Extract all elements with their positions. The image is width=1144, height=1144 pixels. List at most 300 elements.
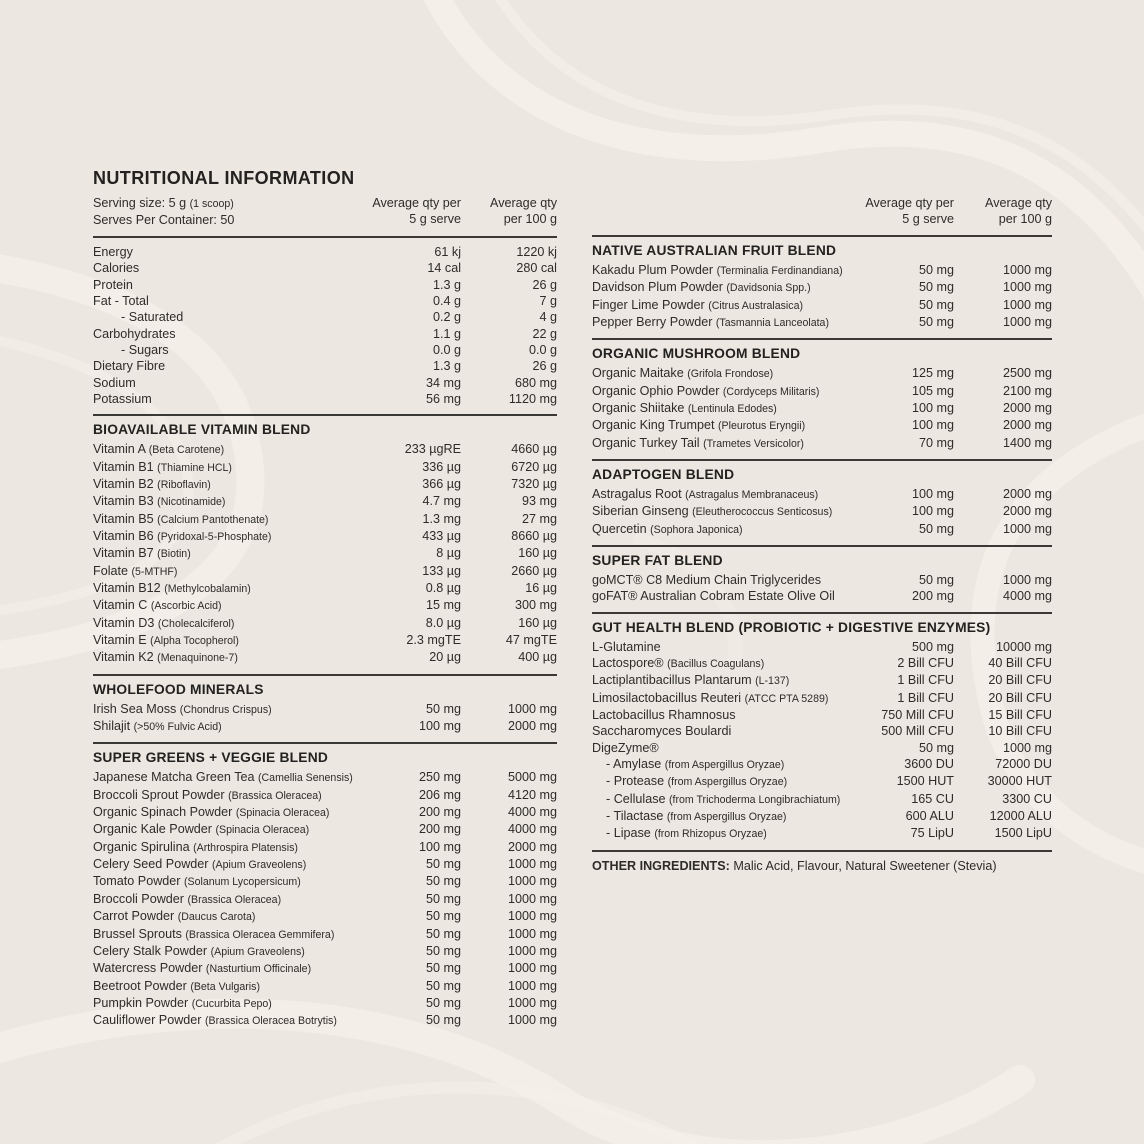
- qty-per-serve: 50 mg: [425, 874, 461, 889]
- qty-per-serve: 1500 HUT: [896, 774, 954, 789]
- table-row: [93, 597, 557, 614]
- per-100g-header-line1: Average qty: [490, 196, 557, 210]
- section-title: NATIVE AUSTRALIAN FRUIT BLEND: [592, 242, 837, 258]
- ingredient-label: Celery Stalk Powder: [93, 943, 208, 958]
- ingredient-label: Sodium: [93, 375, 136, 390]
- ingredient-latin-name: (Cholecalciferol): [157, 617, 235, 630]
- ingredient-label: Broccoli Sprout Powder: [93, 787, 225, 802]
- ingredient-label: Celery Seed Powder: [93, 857, 209, 872]
- qty-per-100g: 1000 mg: [1002, 521, 1052, 536]
- qty-per-100g: 47 mgTE: [505, 633, 557, 648]
- table-row: [93, 718, 557, 735]
- qty-per-100g: 1220 kj: [516, 244, 557, 259]
- ingredient-latin-name: (from Aspergillus Oryzae): [667, 776, 788, 789]
- qty-per-serve: 50 mg: [918, 521, 954, 536]
- table-row: [592, 707, 1052, 723]
- ingredient-label: Vitamin B1: [93, 459, 154, 474]
- table-row: [592, 297, 1052, 314]
- section-rows: [592, 639, 1052, 843]
- qty-per-100g: 40 Bill CFU: [988, 655, 1052, 670]
- ingredient-name-cell: [592, 435, 852, 452]
- qty-per-serve: 50 mg: [425, 926, 461, 941]
- table-row: [592, 383, 1052, 400]
- ingredient-name-cell: [93, 309, 361, 325]
- table-row: [93, 926, 557, 943]
- ingredient-latin-name: (Brassica Oleracea): [187, 893, 282, 906]
- qty-per-serve: 1.1 g: [432, 326, 461, 341]
- ingredient-name-cell: [93, 908, 361, 925]
- ingredient-latin-name: (Sophora Japonica): [650, 523, 743, 536]
- ingredient-latin-name: (Brassica Oleracea): [228, 789, 322, 802]
- ingredient-label: - Sugars: [121, 342, 169, 357]
- table-row: [93, 839, 557, 856]
- section-divider: [592, 612, 1052, 614]
- ingredient-name-cell: [93, 701, 361, 718]
- ingredient-name-cell: [93, 476, 361, 493]
- ingredient-name-cell: [592, 417, 852, 434]
- header-spacer: [592, 195, 852, 228]
- section-rows: [592, 486, 1052, 538]
- table-row: [592, 723, 1052, 739]
- qty-per-serve: 50 mg: [918, 280, 954, 295]
- ingredient-name-cell: [592, 791, 852, 808]
- ingredient-latin-name: (Tasmannia Lanceolata): [715, 316, 829, 329]
- ingredient-label: Watercress Powder: [93, 961, 203, 976]
- section-rows: [93, 769, 557, 1029]
- ingredient-label: Vitamin E: [93, 633, 147, 648]
- section-rows: [592, 572, 1052, 605]
- table-row: [93, 769, 557, 786]
- blend-section: [592, 459, 1052, 538]
- table-row: [93, 358, 557, 374]
- ingredient-label: Cauliflower Powder: [93, 1013, 202, 1028]
- table-row: [93, 244, 557, 260]
- serving-size-line: [93, 195, 361, 212]
- qty-per-serve: 500 Mill CFU: [881, 724, 954, 739]
- qty-per-serve: 100 mg: [418, 839, 461, 854]
- qty-per-100g: 10 Bill CFU: [988, 724, 1052, 739]
- ingredient-label: Vitamin A: [93, 442, 146, 457]
- ingredient-name-cell: [592, 655, 852, 672]
- qty-per-100g: 1000 mg: [507, 909, 557, 924]
- ingredient-label: Organic Spinach Powder: [93, 805, 233, 820]
- qty-per-100g: 20 Bill CFU: [988, 673, 1052, 688]
- ingredient-name-cell: [93, 718, 361, 735]
- table-row: [93, 375, 557, 391]
- qty-per-100g: 30000 HUT: [987, 774, 1052, 789]
- qty-per-serve: 125 mg: [911, 366, 954, 381]
- ingredient-name-cell: [93, 511, 361, 528]
- ingredient-label: Lactobacillus Rhamnosus: [592, 708, 736, 722]
- ingredient-latin-name: (Brassica Oleracea Gemmifera): [185, 928, 335, 941]
- ingredient-name-cell: [93, 943, 361, 960]
- ingredient-label: Quercetin: [592, 521, 647, 536]
- ingredient-name-cell: [592, 672, 852, 689]
- ingredient-label: Vitamin C: [93, 598, 148, 613]
- table-row: [93, 277, 557, 293]
- ingredient-latin-name: (Chondrus Crispus): [179, 703, 272, 716]
- ingredient-label: - Cellulase: [606, 791, 666, 806]
- qty-per-100g: 160 µg: [518, 615, 557, 630]
- qty-per-serve: 200 mg: [418, 805, 461, 820]
- qty-per-serve: 15 mg: [425, 598, 461, 613]
- ingredient-latin-name: (Apium Graveolens): [210, 945, 305, 958]
- qty-per-100g: 2000 mg: [507, 719, 557, 734]
- serves-per-container: Serves Per Container: 50: [93, 213, 235, 228]
- qty-per-100g: 4000 mg: [1002, 589, 1052, 604]
- section-divider: [592, 235, 1052, 237]
- serving-size-label: Serving size: 5 g: [93, 196, 187, 210]
- table-row: [592, 279, 1052, 296]
- table-row: [93, 476, 557, 493]
- blend-section: [93, 674, 557, 736]
- qty-per-serve: 50 mg: [918, 572, 954, 587]
- ingredient-label: - Tilactase: [606, 809, 664, 824]
- qty-per-serve: 20 µg: [429, 650, 461, 665]
- table-row: [592, 756, 1052, 773]
- section-rows: [592, 262, 1052, 331]
- qty-per-100g: 1000 mg: [507, 961, 557, 976]
- ingredient-label: Organic Turkey Tail: [592, 435, 700, 450]
- ingredient-latin-name: (Bacillus Coagulans): [667, 657, 765, 670]
- qty-per-100g: 22 g: [532, 326, 557, 341]
- ingredient-latin-name: (Cordyceps Militaris): [722, 385, 820, 398]
- ingredient-label: Shilajit: [93, 719, 131, 734]
- per-100g-header-line2: per 100 g: [503, 212, 557, 227]
- ingredient-latin-name: (Solanum Lycopersicum): [184, 876, 301, 889]
- section-title: BIOAVAILABLE VITAMIN BLEND: [93, 422, 311, 438]
- qty-per-100g: 1000 mg: [507, 926, 557, 941]
- ingredient-label: Tomato Powder: [93, 874, 181, 889]
- ingredient-label: Organic Kale Powder: [93, 822, 213, 837]
- ingredient-latin-name: (Camellia Senensis): [258, 772, 353, 785]
- qty-per-100g: 5000 mg: [507, 770, 557, 785]
- ingredient-latin-name: (Nicotinamide): [157, 496, 226, 509]
- qty-per-serve: 50 mg: [918, 740, 954, 755]
- ingredient-name-cell: [592, 723, 852, 739]
- table-row: [592, 435, 1052, 452]
- table-row: [93, 580, 557, 597]
- qty-per-serve: 100 mg: [911, 418, 954, 433]
- section-title: ORGANIC MUSHROOM BLEND: [592, 346, 801, 362]
- table-row: [93, 493, 557, 510]
- table-row: [592, 486, 1052, 503]
- per-serve-header-line1: Average qty per: [865, 196, 954, 210]
- qty-per-serve: 50 mg: [918, 262, 954, 277]
- ingredient-label: Energy: [93, 244, 133, 259]
- ingredient-label: Saccharomyces Boulardi: [592, 724, 732, 739]
- ingredient-latin-name: (Astragalus Membranaceus): [685, 488, 819, 501]
- table-row: [592, 588, 1052, 604]
- ingredient-label: Limosilactobacillus Reuteri: [592, 690, 742, 705]
- section-divider: [592, 850, 1052, 852]
- serving-info: [93, 195, 361, 229]
- column-header-per-100g: [461, 195, 557, 229]
- ingredient-name-cell: [592, 521, 852, 538]
- table-row: [93, 342, 557, 358]
- left-column: [93, 195, 557, 1030]
- ingredient-label: - Saturated: [121, 310, 184, 325]
- qty-per-serve: 4.7 mg: [422, 494, 461, 509]
- per-serve-header-line2: 5 g serve: [902, 212, 954, 227]
- ingredient-name-cell: [592, 400, 852, 417]
- ingredient-latin-name: (Trametes Versicolor): [703, 437, 804, 450]
- ingredient-latin-name: (Spinacia Oleracea): [215, 824, 310, 837]
- table-row: [93, 891, 557, 908]
- qty-per-100g: 16 µg: [525, 581, 557, 595]
- ingredient-latin-name: (>50% Fulvic Acid): [133, 721, 222, 734]
- ingredient-name-cell: [592, 383, 852, 400]
- qty-per-serve: 1 Bill CFU: [897, 690, 954, 705]
- table-row: [592, 572, 1052, 588]
- ingredient-latin-name: (Biotin): [157, 548, 191, 561]
- ingredient-label: Siberian Ginseng: [592, 504, 689, 519]
- table-row: [93, 701, 557, 718]
- ingredient-name-cell: [93, 563, 361, 580]
- qty-per-serve: 0.4 g: [432, 293, 461, 308]
- blend-section: [93, 236, 557, 407]
- ingredient-label: Kakadu Plum Powder: [592, 262, 714, 277]
- ingredient-name-cell: [93, 960, 361, 977]
- qty-per-100g: 1000 mg: [507, 891, 557, 906]
- qty-per-serve: 433 µg: [422, 528, 461, 543]
- qty-per-serve: 500 mg: [911, 639, 954, 654]
- qty-per-serve: 61 kj: [434, 244, 461, 259]
- ingredient-label: Beetroot Powder: [93, 978, 187, 993]
- section-divider: [93, 236, 557, 238]
- ingredient-label: Pepper Berry Powder: [592, 314, 713, 329]
- ingredient-label: Vitamin B6: [93, 528, 154, 543]
- table-row: [592, 314, 1052, 331]
- ingredient-name-cell: [93, 260, 361, 276]
- ingredient-latin-name: (Davidsonia Spp.): [726, 282, 811, 295]
- table-row: [93, 978, 557, 995]
- ingredient-latin-name: (Arthrospira Platensis): [193, 841, 298, 854]
- ingredient-latin-name: (Riboflavin): [157, 478, 211, 491]
- column-header-per-serve: [361, 195, 461, 229]
- ingredient-label: Vitamin B12: [93, 581, 161, 595]
- table-row: [592, 740, 1052, 756]
- section-title: WHOLEFOOD MINERALS: [93, 681, 264, 697]
- ingredient-label: Calories: [93, 261, 140, 276]
- section-rows: [93, 701, 557, 736]
- qty-per-serve: 50 mg: [425, 857, 461, 872]
- table-row: [93, 326, 557, 342]
- ingredient-label: Lactiplantibacillus Plantarum: [592, 673, 752, 688]
- section-title: ADAPTOGEN BLEND: [592, 466, 735, 482]
- ingredient-name-cell: [93, 839, 361, 856]
- table-row: [93, 615, 557, 632]
- ingredient-label: Pumpkin Powder: [93, 995, 189, 1010]
- ingredient-name-cell: [93, 597, 361, 614]
- qty-per-100g: 1000 mg: [1002, 262, 1052, 277]
- qty-per-100g: 1000 mg: [1002, 297, 1052, 312]
- qty-per-serve: 165 CU: [911, 791, 954, 806]
- ingredient-latin-name: (from Rhizopus Oryzae): [654, 828, 767, 841]
- qty-per-serve: 366 µg: [422, 476, 461, 491]
- ingredient-name-cell: [592, 572, 852, 588]
- per-serve-header-line2: 5 g serve: [409, 212, 461, 227]
- right-sections-container: [592, 235, 1052, 843]
- table-row: [93, 260, 557, 276]
- ingredient-name-cell: [93, 459, 361, 476]
- ingredient-label: DigeZyme®: [592, 740, 659, 755]
- ingredient-latin-name: (Beta Vulgaris): [190, 980, 260, 993]
- ingredient-latin-name: (Nasturtium Officinale): [205, 963, 312, 976]
- table-row: [93, 459, 557, 476]
- qty-per-serve: 56 mg: [425, 391, 461, 406]
- ingredient-label: - Amylase: [606, 757, 662, 772]
- qty-per-100g: 1000 mg: [507, 857, 557, 872]
- ingredient-label: Broccoli Powder: [93, 891, 184, 906]
- qty-per-100g: 2500 mg: [1002, 366, 1052, 381]
- table-row: [592, 521, 1052, 538]
- ingredient-latin-name: (Grifola Frondose): [687, 368, 774, 381]
- qty-per-serve: 250 mg: [418, 770, 461, 785]
- qty-per-100g: 1000 mg: [1002, 314, 1052, 329]
- ingredient-latin-name: (Brassica Oleracea Botrytis): [205, 1015, 337, 1028]
- per-100g-header-line1: Average qty: [985, 196, 1052, 210]
- ingredient-name-cell: [93, 277, 361, 293]
- qty-per-serve: 8.0 µg: [425, 615, 461, 630]
- qty-per-100g: 1000 mg: [507, 874, 557, 889]
- ingredient-name-cell: [93, 804, 361, 821]
- qty-per-100g: 10000 mg: [995, 639, 1052, 654]
- ingredient-name-cell: [592, 825, 852, 842]
- ingredient-label: Vitamin K2: [93, 650, 154, 665]
- qty-per-serve: 0.2 g: [432, 310, 461, 325]
- table-row: [592, 417, 1052, 434]
- qty-per-100g: 2000 mg: [507, 839, 557, 854]
- ingredient-name-cell: [592, 756, 852, 773]
- ingredient-name-cell: [93, 632, 361, 649]
- ingredient-name-cell: [93, 244, 361, 260]
- section-divider: [93, 742, 557, 744]
- column-header-per-100g: [954, 195, 1052, 228]
- ingredient-name-cell: [93, 545, 361, 562]
- qty-per-100g: 1000 mg: [507, 978, 557, 993]
- right-column: [592, 195, 1052, 1030]
- ingredient-latin-name: (Alpha Tocopherol): [150, 635, 239, 648]
- blend-section: [592, 338, 1052, 452]
- ingredient-label: Folate: [93, 563, 129, 578]
- ingredient-name-cell: [93, 873, 361, 890]
- ingredient-name-cell: [93, 995, 361, 1012]
- qty-per-100g: 0.0 g: [528, 342, 557, 357]
- ingredient-name-cell: [93, 787, 361, 804]
- ingredient-name-cell: [592, 639, 852, 655]
- table-row: [93, 1012, 557, 1029]
- qty-per-100g: 1000 mg: [507, 701, 557, 716]
- ingredient-name-cell: [592, 503, 852, 520]
- qty-per-100g: 1000 mg: [1002, 572, 1052, 587]
- ingredient-label: - Protease: [606, 774, 665, 789]
- qty-per-100g: 1120 mg: [508, 391, 557, 406]
- ingredient-name-cell: [93, 1012, 361, 1029]
- qty-per-serve: 1.3 mg: [422, 511, 461, 526]
- qty-per-serve: 1.3 g: [432, 277, 461, 292]
- ingredient-label: Organic Shiitake: [592, 400, 685, 415]
- column-header-per-serve: [852, 195, 954, 228]
- table-row: [592, 262, 1052, 279]
- qty-per-100g: 20 Bill CFU: [988, 690, 1052, 705]
- other-ingredients-label: OTHER INGREDIENTS:: [592, 858, 730, 873]
- section-title: SUPER FAT BLEND: [592, 552, 723, 568]
- section-divider: [592, 459, 1052, 461]
- other-ingredients-text: Malic Acid, Flavour, Natural Sweetener (Stevia): [733, 858, 997, 873]
- ingredient-name-cell: [93, 856, 361, 873]
- qty-per-100g: 2000 mg: [1002, 504, 1052, 519]
- table-row: [93, 545, 557, 562]
- qty-per-serve: 105 mg: [911, 383, 954, 398]
- qty-per-serve: 14 cal: [427, 261, 461, 276]
- table-row: [592, 825, 1052, 842]
- qty-per-serve: 50 mg: [425, 891, 461, 906]
- qty-per-serve: 200 mg: [418, 822, 461, 837]
- qty-per-100g: 8660 µg: [511, 528, 557, 543]
- ingredient-label: Protein: [93, 277, 133, 292]
- ingredient-label: Vitamin B3: [93, 494, 154, 509]
- ingredient-label: Carrot Powder: [93, 909, 175, 924]
- qty-per-100g: 160 µg: [518, 546, 557, 561]
- ingredient-label: goMCT® C8 Medium Chain Triglycerides: [592, 572, 822, 587]
- table-row: [592, 655, 1052, 672]
- qty-per-100g: 680 mg: [514, 375, 557, 390]
- table-row: [592, 503, 1052, 520]
- ingredient-name-cell: [592, 365, 852, 382]
- qty-per-serve: 50 mg: [918, 297, 954, 312]
- ingredient-name-cell: [93, 326, 361, 342]
- ingredient-name-cell: [93, 649, 361, 666]
- table-row: [93, 309, 557, 325]
- ingredient-name-cell: [93, 342, 361, 358]
- ingredient-latin-name: (Ascorbic Acid): [150, 600, 222, 613]
- ingredient-name-cell: [592, 486, 852, 503]
- ingredient-label: Potassium: [93, 391, 152, 406]
- ingredient-label: Astragalus Root: [592, 486, 682, 501]
- ingredient-latin-name: (Cucurbita Pepo): [191, 997, 272, 1010]
- ingredient-name-cell: [93, 580, 361, 597]
- qty-per-serve: 50 mg: [425, 909, 461, 924]
- ingredient-label: Organic Maitake: [592, 366, 684, 381]
- blend-section: [93, 742, 557, 1029]
- qty-per-serve: 2 Bill CFU: [897, 655, 954, 670]
- two-column-layout: [93, 195, 1053, 1030]
- table-row: [592, 639, 1052, 655]
- ingredient-name-cell: [592, 314, 852, 331]
- serving-size-note: (1 scoop): [189, 198, 234, 210]
- qty-per-100g: 93 mg: [521, 494, 557, 509]
- ingredient-latin-name: (Eleutherococcus Senticosus): [692, 506, 833, 519]
- ingredient-latin-name: (Apium Graveolens): [212, 859, 307, 872]
- section-divider: [93, 414, 557, 416]
- qty-per-serve: 100 mg: [418, 719, 461, 734]
- qty-per-100g: 26 g: [532, 359, 557, 374]
- table-row: [93, 995, 557, 1012]
- qty-per-100g: 2000 mg: [1002, 486, 1052, 501]
- qty-per-100g: 1500 LipU: [994, 826, 1052, 841]
- qty-per-serve: 2.3 mgTE: [406, 633, 461, 648]
- ingredient-latin-name: (Terminalia Ferdinandiana): [716, 264, 843, 277]
- blend-section: [592, 235, 1052, 331]
- qty-per-100g: 72000 DU: [995, 757, 1052, 772]
- ingredient-name-cell: [93, 441, 361, 458]
- ingredient-label: Lactospore®: [592, 655, 664, 670]
- ingredient-name-cell: [93, 926, 361, 943]
- table-row: [93, 391, 557, 407]
- section-title: SUPER GREENS + VEGGIE BLEND: [93, 750, 329, 766]
- section-title: GUT HEALTH BLEND (PROBIOTIC + DIGESTIVE ENZYMES): [592, 619, 991, 635]
